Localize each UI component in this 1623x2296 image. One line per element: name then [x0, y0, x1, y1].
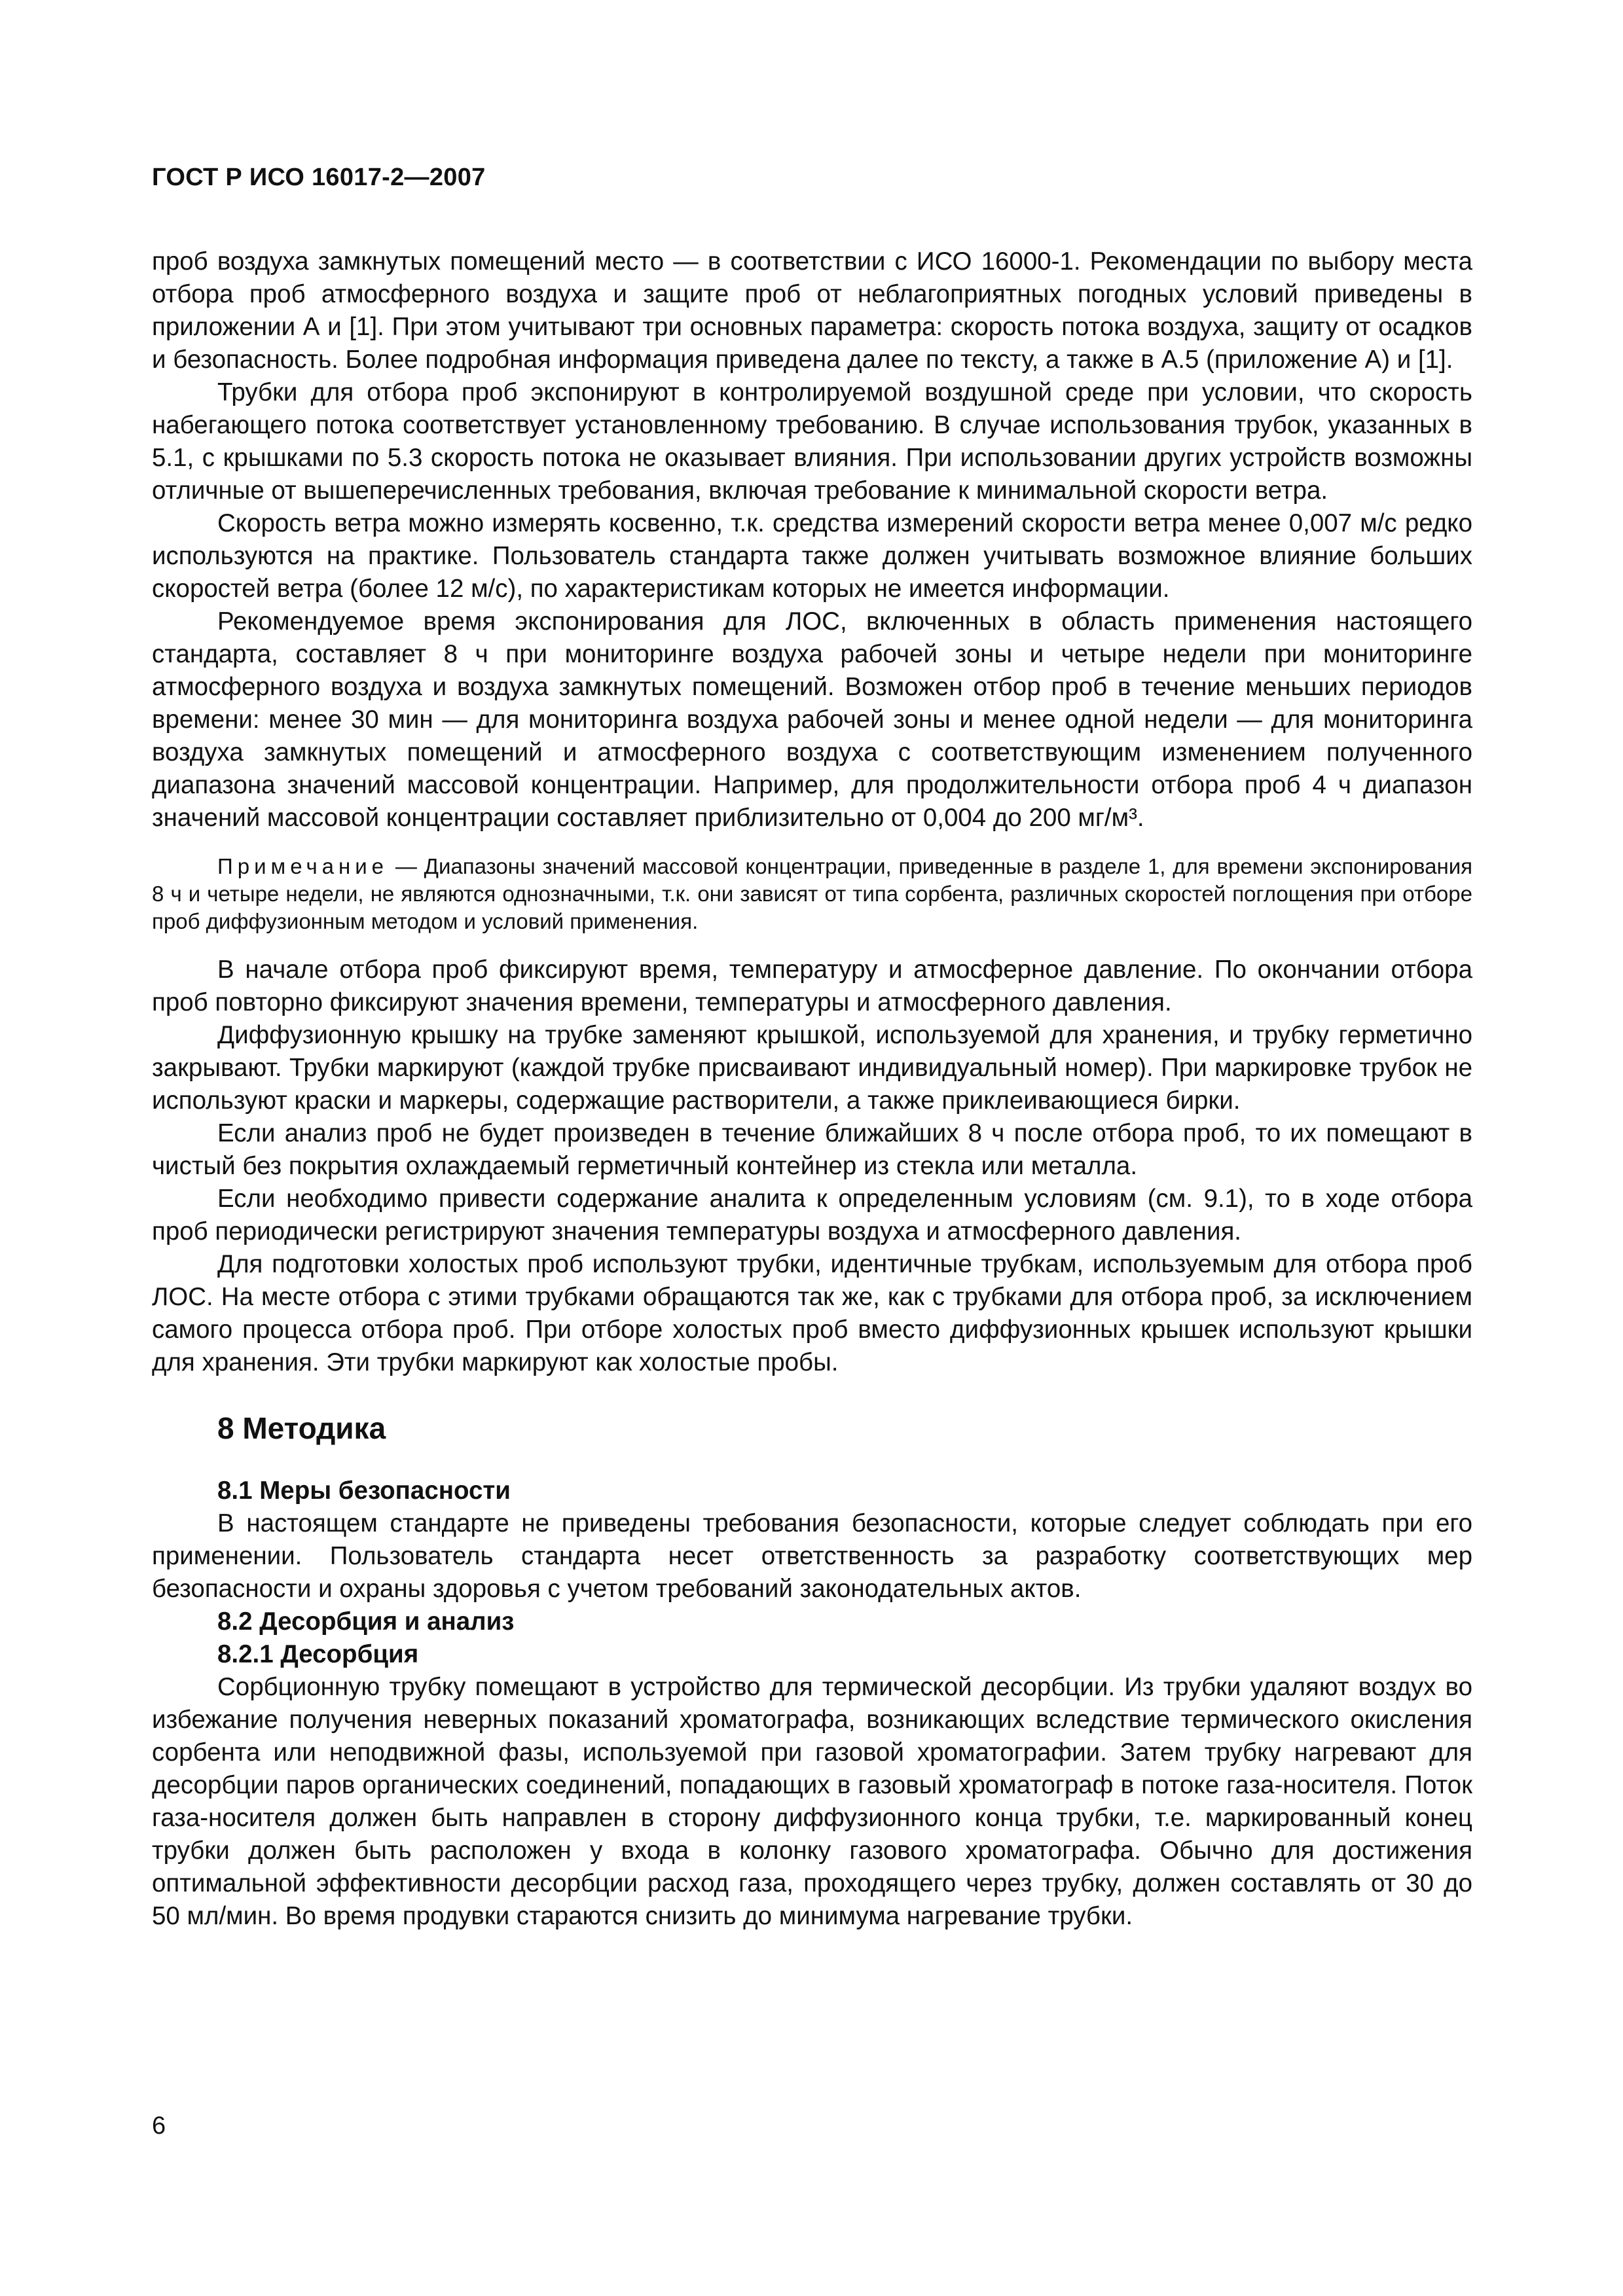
body-text: [152, 245, 1472, 1933]
subsection-heading-8-2: 8.2 Десорбция и анализ: [217, 1607, 515, 1636]
section-heading: 8 Методика: [217, 1411, 386, 1445]
page-number: 6: [152, 2112, 166, 2140]
note-text: — Диапазоны значений массовой концентрации, приведенные в разделе 1, для времени экспонирования 8 ч и четыре недели, не являются однозначными, т.к. они зависят от типа сорбента, различных скоростей поглощения при отборе проб диффузионным методом и условий применения.: [152, 854, 1473, 933]
note-block: [152, 853, 1472, 935]
subsection-heading-8-1: 8.1 Меры безопасности: [217, 1477, 511, 1505]
paragraph-7: Если анализ проб не будет произведен в течение ближайших 8 ч после отбора проб, то их помещают в чистый без покрытия охлаждаемый герметичный контейнер из стекла или металла.: [152, 1119, 1472, 1180]
paragraph-2: Трубки для отбора проб экспонируют в контролируемой воздушной среде при условии, что скорость набегающего потока соответствует установленному требованию. В случае использования трубок, указанных в 5.1, с крышками по 5.3 скорость потока не оказывает влияния. При использовании других устройств возможны отличные от вышеперечисленных требования, включая требование к минимальной скорости ветра.: [152, 378, 1472, 505]
paragraph-3: Скорость ветра можно измерять косвенно, т.к. средства измерений скорости ветра менее 0,007 м/с редко используются на практике. Пользователь стандарта также должен учитывать возможное влияние больших скоростей ветра (более 12 м/с), по характеристикам которых не имеется информации.: [152, 509, 1472, 603]
paragraph-8: Если необходимо привести содержание аналита к определенным условиям (см. 9.1), то в ходе отбора проб периодически регистрируют значения температуры воздуха и атмосферного давления.: [152, 1185, 1472, 1246]
paragraph-6: Диффузионную крышку на трубке заменяют крышкой, используемой для хранения, и трубку герметично закрывают. Трубки маркируют (каждой трубке присваивают индивидуальный номер). При маркировке трубок не используют краски и маркеры, содержащие растворители, а также приклеивающиеся бирки.: [152, 1021, 1472, 1115]
paragraph-1: проб воздуха замкнутых помещений место — в соответствии с ИСО 16000-1. Рекомендации по выбору места отбора проб атмосферного воздуха и защите проб от неблагоприятных погодных условий приведены в приложении А и [1]. При этом учитывают три основных параметра: скорость потока воздуха, защиту от осадков и безопасность. Более подробная информация приведена далее по тексту, а также в А.5 (приложение А) и [1].: [152, 247, 1472, 374]
paragraph-4: Рекомендуемое время экспонирования для ЛОС, включенных в область применения настоящего стандарта, составляет 8 ч при мониторинге воздуха рабочей зоны и четыре недели при мониторинге атмосферного воздуха и воздуха замкнутых помещений. Возможен отбор проб в течение меньших периодов времени: менее 30 мин — для мониторинга воздуха рабочей зоны и менее одной недели — для мониторинга воздуха замкнутых помещений и атмосферного воздуха с соответствующим изменением полученного диапазона значений массовой концентрации. Например, для продолжительности отбора проб 4 ч диапазон значений массовой концентрации составляет приблизительно от 0,004 до 200 мг/м³.: [152, 607, 1472, 832]
paragraph-5: В начале отбора проб фиксируют время, температуру и атмосферное давление. По окончании отбора проб повторно фиксируют значения времени, температуры и атмосферного давления.: [152, 956, 1472, 1016]
subsection-heading-8-2-1: 8.2.1 Десорбция: [217, 1640, 419, 1668]
document-header: ГОСТ Р ИСО 16017-2—2007: [152, 164, 486, 191]
subsection-text-8-2-1: Сорбционную трубку помещают в устройство для термической десорбции. Из трубки удаляют воздух во избежание получения неверных показаний хроматографа, возникающих вследствие термического окисления сорбента или неподвижной фазы, используемой при газовой хроматографии. Затем трубку нагревают для десорбции паров органических соединений, попадающих в газовый хроматограф в потоке газа-носителя. Поток газа-носителя должен быть направлен в сторону диффузионного конца трубки, т.е. маркированный конец трубки должен быть расположен у входа в колонку газового хроматографа. Обычно для достижения оптимальной эффективности десорбции расход газа, проходящего через трубку, должен составлять от 30 до 50 мл/мин. Во время продувки стараются снизить до минимума нагревание трубки.: [152, 1673, 1472, 1930]
note-lead: Примечание: [217, 854, 389, 878]
subsection-text-8-1: В настоящем стандарте не приведены требования безопасности, которые следует соблюдать при его применении. Пользователь стандарта несет ответственность за разработку соответствующих мер безопасности и охраны здоровья с учетом требований законодательных актов.: [152, 1509, 1472, 1603]
paragraph-9: Для подготовки холостых проб используют трубки, идентичные трубкам, используемым для отбора проб ЛОС. На месте отбора с этими трубками обращаются так же, как с трубками для отбора проб, за исключением самого процесса отбора проб. При отборе холостых проб вместо диффузионных крышек используют крышки для хранения. Эти трубки маркируют как холостые пробы.: [152, 1250, 1472, 1376]
